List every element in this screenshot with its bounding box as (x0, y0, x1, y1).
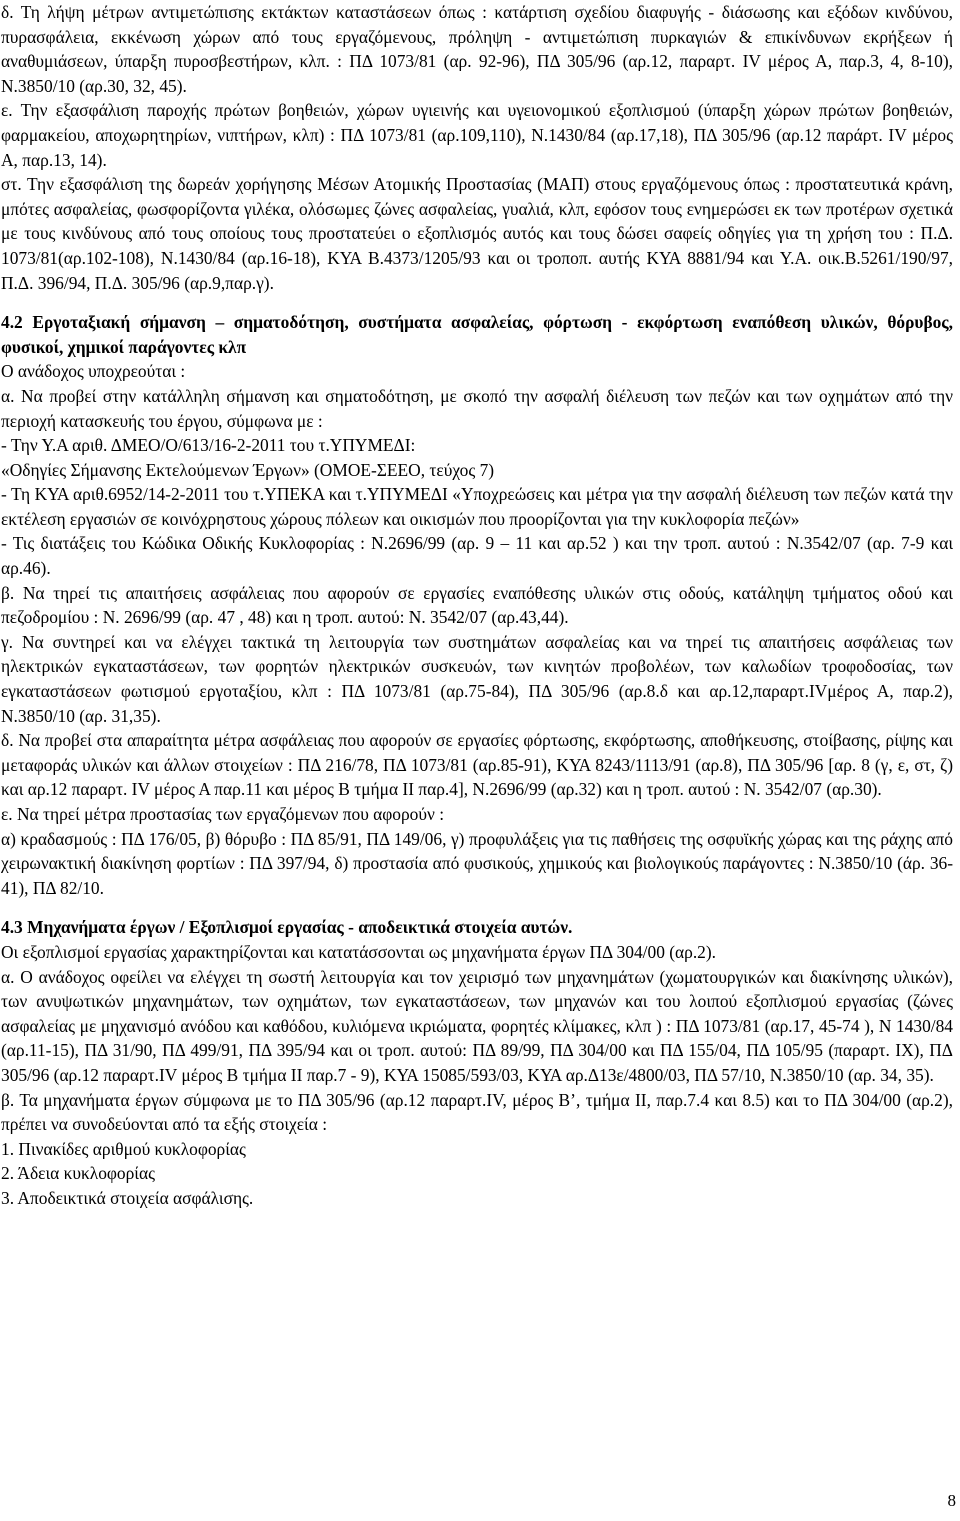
paragraph: 3. Αποδεικτικά στοιχεία ασφάλισης. (1, 1187, 254, 1208)
paragraph: Οι εξοπλισμοί εργασίας χαρακτηρίζονται και κατατάσσονται ως μηχανήματα έργων ΠΔ 304/00 (αρ.2). (1, 941, 717, 962)
paragraph: α. Ο ανάδοχος οφείλει να ελέγχει τη σωστή λειτουργία και τον χειρισμό των μηχανημάτων (χωματουργικών και διακίνησης υλικών), των ανυψωτικών μηχανημάτων, των οχημάτων, των εγκαταστάσεων, των μηχανών και του λοιπού εξοπλισμού εργασίας (ζώνες ασφαλείας με μηχανισμό ανόδου και καθόδου, κυλιόμενα ικριώματα, φορητές κλίμακες, κλπ ) : ΠΔ 1073/81 (αρ.17, 45-74 ), Ν 1430/84 (αρ.11-15), ΠΔ 31/90, ΠΔ 499/91, ΠΔ 395/94 και οι τροπ. αυτού: ΠΔ 89/99, ΠΔ 304/00 και ΠΔ 155/04, ΠΔ 105/95 (παραρτ. ΙΧ), ΠΔ 305/96 (αρ.12 παραρτ.IV μέρος Β τμήμα ΙΙ παρ.7 - 9), ΚΥΑ 15085/593/03, ΚΥΑ αρ.Δ13ε/4800/03, ΠΔ 57/10, Ν.3850/10 (αρ. 34, 35). (1, 966, 953, 1085)
paragraph: β. Τα μηχανήματα έργων σύμφωνα με το ΠΔ 305/96 (αρ.12 παραρτ.IV, μέρος Β’, τμήμα ΙΙ, παρ.7.4 και 8.5) και το ΠΔ 304/00 (αρ.2), πρέπει να συνοδεύονται από τα εξής στοιχεία : (1, 1089, 953, 1135)
paragraph: - Τις διατάξεις του Κώδικα Οδικής Κυκλοφορίας : Ν.2696/99 (αρ. 9 – 11 και αρ.52 ) και την τροπ. αυτού : Ν.3542/07 (αρ. 7-9 και αρ.46). (1, 533, 953, 579)
paragraph: δ. Τη λήψη μέτρων αντιμετώπισης εκτάκτων καταστάσεων όπως : κατάρτιση σχεδίου διαφυγής - διάσωσης και εξόδων κινδύνου, πυρασφάλεια, εκκένωση χώρων από τους εργαζόμενους, πρόληψη - αντιμετώπιση πυρκαγιών & επικίνδυνων εκρήξεων ή αναθυμιάσεων, ύπαρξη πυροσβεστήρων, κλπ. : ΠΔ 1073/81 (αρ. 92-96), ΠΔ 305/96 (αρ.12, παραρτ. IV μέρος Α, παρ.3, 4, 8-10), Ν.3850/10 (αρ.30, 32, 45). (1, 2, 953, 96)
paragraph: ε. Να τηρεί μέτρα προστασίας των εργαζόμενων που αφορούν : (1, 804, 445, 824)
paragraph: ε. Την εξασφάλιση παροχής πρώτων βοηθειών, χώρων υγιεινής και υγειονομικού εξοπλισμού (ύπαρξη χώρων πρώτων βοηθειών, φαρμακείου, αποχωρητηρίων, νιπτήρων, κλπ) : ΠΔ 1073/81 (αρ.109,110), Ν.1430/84 (αρ.17,18), ΠΔ 305/96 (αρ.12 παράρτ. IV μέρος Α, παρ.13, 14). (1, 100, 953, 170)
paragraph: Ο ανάδοχος υποχρεούται : (1, 361, 186, 382)
section-heading: 4.3 Μηχανήματα έργων / Εξοπλισμοί εργασίας - αποδεικτικά στοιχεία αυτών. (1, 917, 573, 938)
section-heading: 4.2 Εργοταξιακή σήμανση – σηματοδότηση, συστήματα ασφαλείας, φόρτωση - εκφόρτωση εναπόθεση υλικών, θόρυβος, φυσικοί, χημικοί παράγοντες κλπ (1, 312, 953, 357)
paragraph: στ. Την εξασφάλιση της δωρεάν χορήγησης Μέσων Ατομικής Προστασίας (ΜΑΠ) στους εργαζόμενους όπως : προστατευτικά κράνη, μπότες ασφαλείας, φωσφορίζοντα γιλέκα, ολόσωμες ζώνες ασφαλείας, γυαλιά, κλπ, εφόσον τους ενημερώσει εκ των προτέρων σχετικά με τους κινδύνους από τους οποίους τους προστατεύει ο εξοπλισμός αυτός και τους δώσει σαφείς οδηγίες για τη χρήση του : Π.Δ. 1073/81(αρ.102-108), Ν.1430/84 (αρ.16-18), ΚΥΑ Β.4373/1205/93 και οι τροποπ. αυτής ΚΥΑ 8881/94 και Υ.Α. οικ.Β.5261/190/97, Π.Δ. 396/94, Π.Δ. 305/96 (αρ.9,παρ.γ). (1, 174, 953, 293)
paragraph: γ. Να συντηρεί και να ελέγχει τακτικά τη λειτουργία των συστημάτων ασφαλείας και να τηρεί τις απαιτήσεις ασφάλειας των ηλεκτρικών εγκαταστάσεων, των φορητών ηλεκτρικών συσκευών, των κινητών προβολέων, των καλωδίων τροφοδοσίας, των εγκαταστάσεων φωτισμού εργοταξίου, κλπ : ΠΔ 1073/81 (αρ.75-84), ΠΔ 305/96 (αρ.8.δ και αρ.12,παραρτ.IVμέρος Α, παρ.2), Ν.3850/10 (αρ. 31,35). (1, 631, 953, 726)
paragraph: β. Να τηρεί τις απαιτήσεις ασφάλειας που αφορούν σε εργασίες εναπόθεσης υλικών στις οδούς, κατάληψη τμήματος οδού και πεζοδρομίου : Ν. 2696/99 (αρ. 47 , 48) και η τροπ. αυτού: Ν. 3542/07 (αρ.43,44). (1, 582, 953, 628)
page-number: 8 (947, 1491, 956, 1510)
paragraph: 1. Πινακίδες αριθμού κυκλοφορίας (1, 1138, 246, 1159)
paragraph: 2. Άδεια κυκλοφορίας (1, 1163, 155, 1184)
paragraph: α. Να προβεί στην κατάλληλη σήμανση και σηματοδότηση, με σκοπό την ασφαλή διέλευση των πεζών και των οχημάτων από την περιοχή κατασκευής του έργου, σύμφωνα με : (1, 385, 953, 431)
paragraph: - Την Υ.Α αριθ. ΔΜΕΟ/Ο/613/16-2-2011 του τ.ΥΠΥΜΕΔΙ: (1, 435, 416, 456)
paragraph: «Οδηγίες Σήμανσης Εκτελούμενων Έργων» (ΟΜΟΕ-ΣΕΕΟ, τεύχος 7) (1, 459, 495, 480)
paragraph: - Τη ΚΥΑ αριθ.6952/14-2-2011 του τ.ΥΠΕΚΑ και τ.ΥΠΥΜΕΔΙ «Υποχρεώσεις και μέτρα για την ασφαλή διέλευση των πεζών κατά την εκτέλεση εργασιών σε κοινόχρηστους χώρους πόλεων και οικισμών που προορίζονται για την κυκλοφορία πεζών» (1, 484, 953, 529)
paragraph: δ. Να προβεί στα απαραίτητα μέτρα ασφάλειας που αφορούν σε εργασίες φόρτωσης, εκφόρτωσης, αποθήκευσης, στοίβασης, ρίψης και μεταφοράς υλικών και άλλων στοιχείων : ΠΔ 216/78, ΠΔ 1073/81 (αρ.85-91), ΚΥΑ 8243/1113/91 (αρ.8), ΠΔ 305/96 [αρ. 8 (γ, ε, στ, ζ) και αρ.12 παραρτ. IV μέρος Α παρ.11 και μέρος Β τμήμα ΙΙ παρ.4], Ν.2696/99 (αρ.32) και η τροπ. αυτού : Ν. 3542/07 (αρ.30). (1, 730, 953, 800)
paragraph: α) κραδασμούς : ΠΔ 176/05, β) θόρυβο : ΠΔ 85/91, ΠΔ 149/06, γ) προφυλάξεις για τις παθήσεις της οσφυϊκής χώρας και της ράχης από χειρωνακτική διακίνηση φορτίων : ΠΔ 397/94, δ) προστασία από φυσικούς, χημικούς και βιολογικούς παράγοντες : Ν.3850/10 (άρ. 36-41), ΠΔ 82/10. (1, 828, 953, 898)
